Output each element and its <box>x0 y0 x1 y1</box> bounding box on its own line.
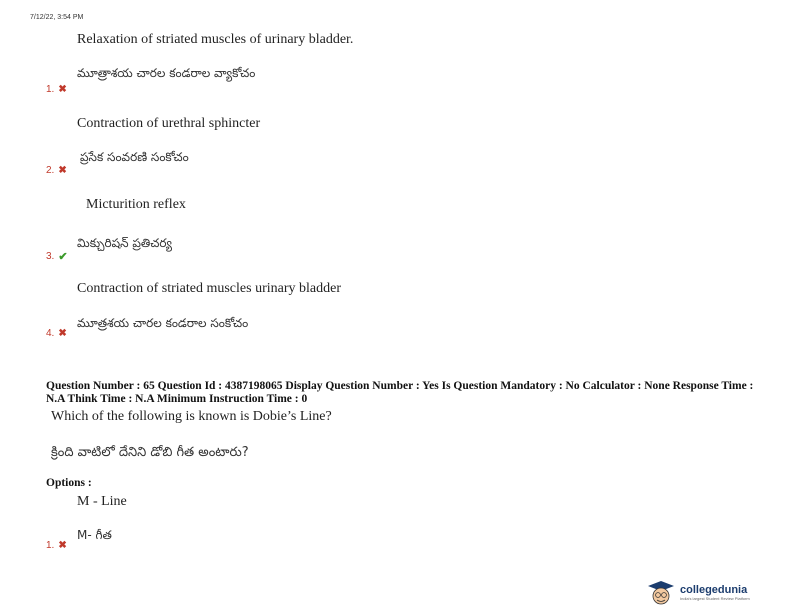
q65-option-1-english: M - Line <box>77 494 127 509</box>
option-1-telugu: మూత్రాశయ చారల కండరాల వ్యాకోచం <box>77 66 256 80</box>
cross-icon: ✖ <box>58 165 67 176</box>
options-label: Options : <box>46 477 92 489</box>
cross-icon: ✖ <box>58 328 67 339</box>
option-3-marker <box>46 250 68 263</box>
cross-icon: ✖ <box>58 84 67 95</box>
mascot-icon <box>646 580 676 606</box>
cross-icon: ✖ <box>58 540 67 551</box>
check-icon: ✔ <box>58 251 68 263</box>
brand-tagline: India's largest Student Review Platform <box>680 596 750 601</box>
q65-option-1-marker <box>46 540 67 551</box>
option-4-marker <box>46 328 67 339</box>
option-number: 3. <box>46 251 55 262</box>
question-english: Which of the following is known is Dobie’s Line? <box>51 409 332 424</box>
option-1-marker <box>46 84 67 95</box>
print-timestamp: 7/12/22, 3:54 PM <box>30 14 84 21</box>
option-2-telugu: ప్రసేక సంవరణి సంకోచం <box>80 150 189 164</box>
q65-option-1-telugu: M- గీత <box>77 528 112 542</box>
option-4-telugu: మూత్రశయ చారల కండరాల సంకోచం <box>77 316 249 330</box>
question-header: Question Number : 65 Question Id : 4387198065 Display Question Number : Yes Is Question Mandatory : No Calculator : None Response Time : N.A Think Time : N.A Minimum Instruction Time : 0 <box>46 380 754 405</box>
collegedunia-logo <box>646 580 750 606</box>
option-number: 2. <box>46 165 55 176</box>
option-3-english: Micturition reflex <box>86 197 186 212</box>
option-1-english: Relaxation of striated muscles of urinary bladder. <box>77 32 354 47</box>
option-number: 1. <box>46 540 55 551</box>
option-2-marker <box>46 165 67 176</box>
option-3-telugu: మిక్చురిషన్ ప్రతిచర్య <box>77 236 173 250</box>
option-number: 4. <box>46 328 55 339</box>
option-number: 1. <box>46 84 55 95</box>
question-telugu: క్రింది వాటిలో దేనిని డోబి గీత అంటారు? <box>51 445 249 460</box>
brand-name: collegedunia <box>680 584 748 596</box>
option-4-english: Contraction of striated muscles urinary bladder <box>77 281 341 296</box>
option-2-english: Contraction of urethral sphincter <box>77 116 261 131</box>
